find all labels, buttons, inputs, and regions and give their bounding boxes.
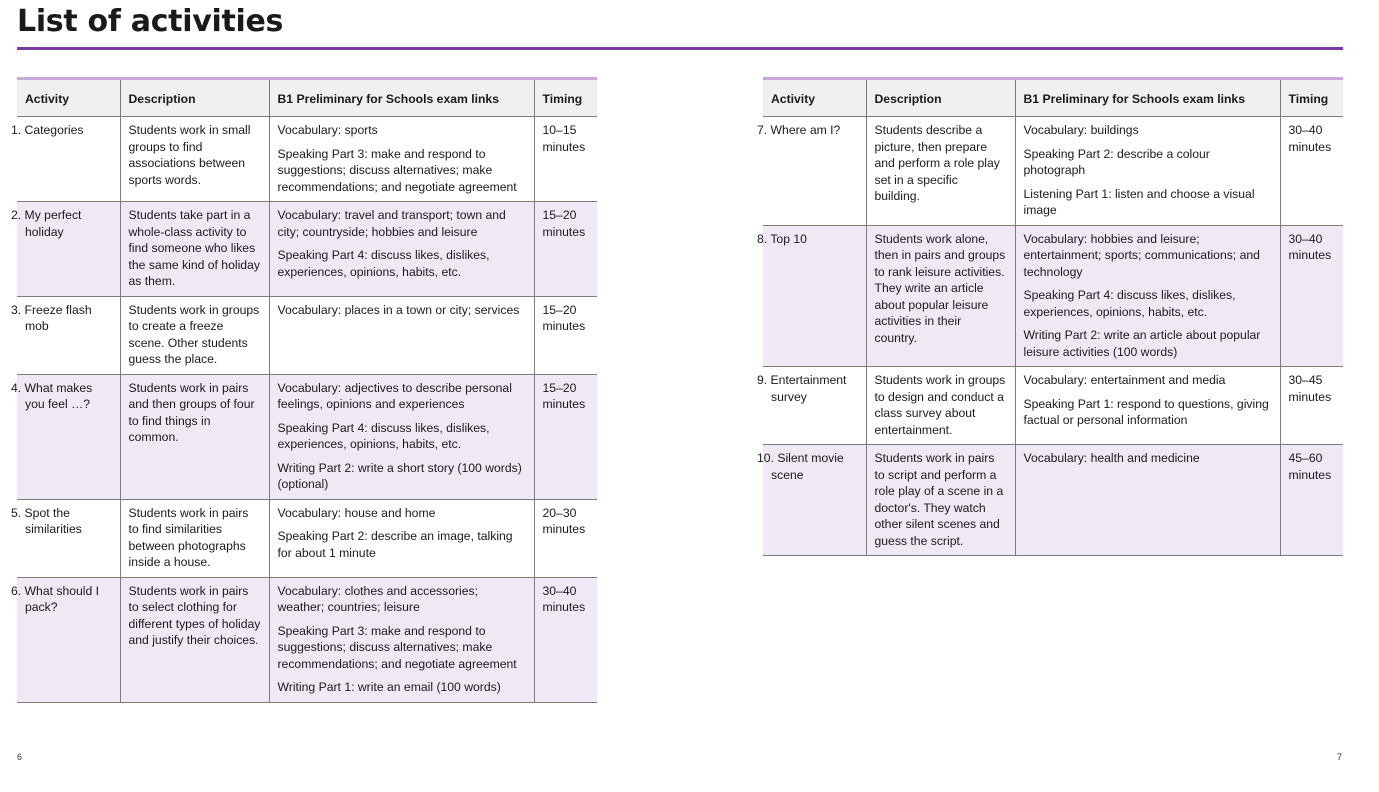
header-timing: Timing	[1280, 79, 1343, 117]
exam-link-item: Vocabulary: health and medicine	[1023, 451, 1200, 465]
exam-links-cell	[1015, 445, 1280, 556]
activity-cell: 10. Silent movie scene	[763, 445, 866, 556]
table-row	[17, 117, 597, 202]
activity-cell: 9. Entertainment survey	[763, 367, 866, 445]
activity-cell: 3. Freeze flash mob	[17, 296, 120, 374]
timing-cell: 30–45 minutes	[1280, 367, 1343, 445]
timing-cell: 30–40 minutes	[1280, 225, 1343, 367]
exam-link-item: Vocabulary: sports	[277, 123, 378, 137]
description-cell: Students take part in a whole-class activity to find someone who likes the same kind of holiday as them.	[120, 202, 269, 297]
activity-cell: 5. Spot the similarities	[17, 499, 120, 577]
activity-cell: 7. Where am I?	[763, 117, 866, 226]
timing-cell: 10–15 minutes	[534, 117, 597, 202]
description-cell: Students work in pairs to script and perform a role play of a scene in a doctor's. They watch other silent scenes and guess the script.	[866, 445, 1015, 556]
exam-links-cell	[269, 577, 534, 702]
header-activity: Activity	[763, 79, 866, 117]
activities-table-right	[757, 77, 1343, 556]
table-row	[17, 374, 597, 499]
table-body	[757, 117, 1343, 556]
exam-link-item: Vocabulary: hobbies and leisure; entertainment; sports; communications; and technology	[1023, 231, 1260, 279]
exam-link-item: Speaking Part 3: make and respond to suggestions; discuss alternatives; make recommendations; and negotiate agreement	[277, 146, 517, 194]
timing-cell: 30–40 minutes	[1280, 117, 1343, 226]
header-description: Description	[120, 79, 269, 117]
activity-cell: 8. Top 10	[763, 225, 866, 367]
exam-links-cell	[269, 374, 534, 499]
activity-cell: 2. My perfect holiday	[17, 202, 120, 297]
exam-links-cell	[1015, 117, 1280, 226]
header-activity: Activity	[17, 79, 120, 117]
timing-cell: 20–30 minutes	[534, 499, 597, 577]
exam-links-cell	[269, 499, 534, 577]
description-cell: Students work in groups to create a freeze scene. Other students guess the place.	[120, 296, 269, 374]
table-row	[763, 225, 1343, 367]
exam-link-item: Writing Part 2: write a short story (100 words) (optional)	[277, 460, 522, 491]
timing-cell: 15–20 minutes	[534, 374, 597, 499]
activity-cell: 4. What makes you feel …?	[17, 374, 120, 499]
exam-link-item: Speaking Part 3: make and respond to suggestions; discuss alternatives; make recommendations; and negotiate agreement	[277, 623, 517, 671]
header-row	[17, 79, 597, 117]
exam-link-item: Vocabulary: house and home	[277, 505, 436, 520]
exam-link-item: Vocabulary: adjectives to describe personal feelings, opinions and experiences	[277, 380, 512, 411]
header-timing: Timing	[534, 79, 597, 117]
exam-link-item: Writing Part 2: write an article about popular leisure activities (100 words)	[1023, 328, 1261, 359]
exam-link-item: Speaking Part 1: respond to questions, giving factual or personal information	[1023, 396, 1269, 427]
timing-cell: 15–20 minutes	[534, 296, 597, 374]
exam-link-item: Writing Part 1: write an email (100 words)	[277, 680, 501, 694]
timing-cell: 45–60 minutes	[1280, 445, 1343, 556]
activity-cell: 1. Categories	[17, 117, 120, 202]
exam-link-item: Speaking Part 4: discuss likes, dislikes, experiences, opinions, habits, etc.	[1023, 288, 1236, 319]
description-cell: Students work in pairs to find similarities between photographs inside a house.	[120, 499, 269, 577]
exam-link-item: Vocabulary: buildings	[1023, 123, 1139, 137]
activities-table-left	[11, 77, 597, 703]
exam-link-item: Speaking Part 4: discuss likes, dislikes, experiences, opinions, habits, etc.	[277, 248, 490, 279]
table-row	[17, 499, 597, 577]
exam-link-item: Listening Part 1: listen and choose a visual image	[1023, 186, 1255, 217]
timing-cell: 15–20 minutes	[534, 202, 597, 297]
exam-links-cell	[269, 117, 534, 202]
exam-link-item: Speaking Part 2: describe a colour photograph	[1023, 146, 1210, 177]
exam-link-item: Speaking Part 4: discuss likes, dislikes, experiences, opinions, habits, etc.	[277, 420, 490, 451]
description-cell: Students work in pairs and then groups of four to find things in common.	[120, 374, 269, 499]
description-cell: Students work in small groups to find associations between sports words.	[120, 117, 269, 202]
table-row	[763, 367, 1343, 445]
table-row	[763, 445, 1343, 556]
exam-link-item: Speaking Part 2: describe an image, talking for about 1 minute	[277, 529, 513, 560]
exam-links-cell	[269, 296, 534, 374]
timing-cell: 30–40 minutes	[534, 577, 597, 702]
header-exam-links: B1 Preliminary for Schools exam links	[269, 79, 534, 117]
page-title: List of activities	[17, 4, 284, 39]
table-row	[17, 296, 597, 374]
description-cell: Students work in groups to design and conduct a class survey about entertainment.	[866, 367, 1015, 445]
exam-links-cell	[1015, 367, 1280, 445]
header-exam-links: B1 Preliminary for Schools exam links	[1015, 79, 1280, 117]
exam-links-cell	[269, 202, 534, 297]
title-rule	[17, 47, 1343, 50]
table-row	[763, 117, 1343, 226]
description-cell: Students work in pairs to select clothing for different types of holiday and justify their choices.	[120, 577, 269, 702]
exam-link-item: Vocabulary: travel and transport; town and city; countryside; hobbies and leisure	[277, 208, 506, 239]
table-row	[17, 202, 597, 297]
exam-link-item: Vocabulary: clothes and accessories; weather; countries; leisure	[277, 583, 479, 614]
header-row	[763, 79, 1343, 117]
exam-link-item: Vocabulary: entertainment and media	[1023, 373, 1226, 387]
table-body	[11, 117, 597, 703]
exam-link-item: Vocabulary: places in a town or city; services	[277, 302, 520, 317]
table-row	[17, 577, 597, 702]
page-number-left: 6	[17, 752, 23, 762]
exam-links-cell	[1015, 225, 1280, 367]
description-cell: Students work alone, then in pairs and groups to rank leisure activities. They write an article about popular leisure activities in their country.	[866, 225, 1015, 367]
header-description: Description	[866, 79, 1015, 117]
activity-cell: 6. What should I pack?	[17, 577, 120, 702]
description-cell: Students describe a picture, then prepare and perform a role play set in a specific building.	[866, 117, 1015, 226]
page-number-right: 7	[1337, 752, 1343, 762]
